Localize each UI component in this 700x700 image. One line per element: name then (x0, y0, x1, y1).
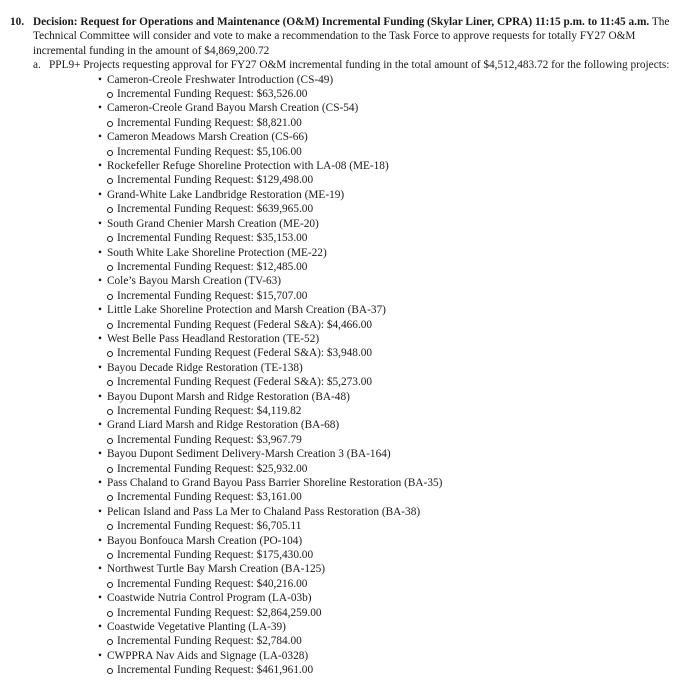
project-list-item (98, 591, 680, 620)
funding-request (107, 404, 680, 418)
project-list-item (98, 73, 680, 102)
project-list-item (98, 534, 680, 563)
funding-request (107, 663, 680, 677)
funding-request (107, 173, 680, 187)
hollow-bullet-icon (107, 178, 113, 184)
hollow-bullet-icon (107, 380, 113, 386)
project-list (33, 73, 680, 678)
project-list-item (98, 447, 680, 476)
hollow-bullet-icon (107, 323, 113, 329)
project-list-item (98, 390, 680, 419)
project-list-item (98, 217, 680, 246)
project-list-item (98, 418, 680, 447)
hollow-bullet-icon (107, 467, 113, 473)
project-list-item (98, 188, 680, 217)
project-name: • CWPPRA Nav Aids and Signage (LA-0328) (107, 649, 309, 662)
funding-request-text: Incremental Funding Request: $63,526.00 (117, 88, 308, 101)
project-list-item (98, 130, 680, 159)
funding-request (107, 519, 680, 533)
hollow-bullet-icon (107, 92, 113, 98)
project-name: • Pelican Island and Pass La Mer to Chaland Pass Restoration (BA-38) (107, 505, 421, 518)
funding-request (107, 346, 680, 360)
funding-request (107, 433, 680, 447)
project-name: • Bayou Decade Ridge Restoration (TE-138) (107, 361, 303, 374)
project-name: • Coastwide Nutria Control Program (LA-03b) (107, 592, 312, 605)
project-name: • Cameron-Creole Grand Bayou Marsh Creation (CS-54) (107, 102, 359, 115)
funding-request-text: Incremental Funding Request: $2,784.00 (117, 635, 302, 648)
hollow-bullet-icon (107, 495, 113, 501)
funding-request (107, 548, 680, 562)
funding-request-text: Incremental Funding Request: $4,119.82 (117, 404, 302, 417)
item-paragraph (33, 15, 680, 58)
project-list-item (98, 505, 680, 534)
funding-request-text: Incremental Funding Request (Federal S&A): $3,948.00 (117, 347, 373, 360)
project-name: • Bayou Dupont Marsh and Ridge Restoration (BA-48) (107, 390, 350, 403)
hollow-bullet-icon (107, 611, 113, 617)
funding-request (107, 490, 680, 504)
project-name: • Grand-White Lake Landbridge Restoration (ME-19) (107, 188, 345, 201)
funding-request-text: Incremental Funding Request: $5,106.00 (117, 145, 302, 158)
hollow-bullet-icon (107, 582, 113, 588)
hollow-bullet-icon (107, 668, 113, 674)
project-list-item (98, 159, 680, 188)
subitem-text: PPL9+ Projects requesting approval for FY27 O&M incremental funding in the total amount of $4,512,483.72 for the following projects: (49, 59, 670, 72)
subitem-a (33, 58, 680, 72)
project-list-item (98, 476, 680, 505)
funding-request-text: Incremental Funding Request: $12,485.00 (117, 260, 308, 273)
funding-request (107, 634, 680, 648)
project-name: • Cole’s Bayou Marsh Creation (TV-63) (107, 275, 282, 288)
funding-request-text: Incremental Funding Request: $129,498.00 (117, 174, 314, 187)
project-name: • Northwest Turtle Bay Marsh Creation (BA-125) (107, 563, 326, 576)
project-list-item (98, 620, 680, 649)
funding-request (107, 289, 680, 303)
funding-request (107, 375, 680, 389)
funding-request (107, 318, 680, 332)
project-name: • South Grand Chenier Marsh Creation (ME-20) (107, 217, 319, 230)
hollow-bullet-icon (107, 294, 113, 300)
funding-request-text: Incremental Funding Request: $3,967.79 (117, 433, 302, 446)
project-name: • Coastwide Vegetative Planting (LA-39) (107, 621, 286, 634)
funding-request-text: Incremental Funding Request: $15,707.00 (117, 289, 308, 302)
hollow-bullet-icon (107, 351, 113, 357)
project-name: • Rockefeller Refuge Shoreline Protection with LA-08 (ME-18) (107, 160, 389, 173)
project-name: • Bayou Bonfouca Marsh Creation (PO-104) (107, 534, 303, 547)
project-list-item (98, 332, 680, 361)
funding-request (107, 231, 680, 245)
project-name: • Little Lake Shoreline Protection and Marsh Creation (BA-37) (107, 304, 386, 317)
funding-request (107, 202, 680, 216)
funding-request (107, 87, 680, 101)
project-list-item (98, 246, 680, 275)
item-body (33, 15, 680, 678)
project-name: • West Belle Pass Headland Restoration (TE-52) (107, 332, 320, 345)
funding-request-text: Incremental Funding Request: $175,430.00 (117, 549, 314, 562)
agenda-item (10, 15, 680, 678)
project-name: • Grand Liard Marsh and Ridge Restoration (BA-68) (107, 419, 340, 432)
project-list-item (98, 303, 680, 332)
funding-request-text: Incremental Funding Request: $25,932.00 (117, 462, 308, 475)
hollow-bullet-icon (107, 409, 113, 415)
project-list-item (98, 361, 680, 390)
funding-request-text: Incremental Funding Request (Federal S&A): $5,273.00 (117, 376, 373, 389)
funding-request-text: Incremental Funding Request: $40,216.00 (117, 577, 308, 590)
funding-request-text: Incremental Funding Request: $639,965.00 (117, 203, 314, 216)
hollow-bullet-icon (107, 553, 113, 559)
funding-request-text: Incremental Funding Request: $6,705.11 (117, 520, 302, 533)
project-name: • South White Lake Shoreline Protection (ME-22) (107, 246, 327, 259)
funding-request (107, 260, 680, 274)
project-list-item (98, 649, 680, 678)
project-list-item (98, 274, 680, 303)
project-name: • Cameron Meadows Marsh Creation (CS-66) (107, 131, 308, 144)
project-list-item (98, 101, 680, 130)
project-name: • Bayou Dupont Sediment Delivery-Marsh Creation 3 (BA-164) (107, 448, 391, 461)
item-number: 10. (10, 16, 25, 28)
funding-request (107, 606, 680, 620)
funding-request (107, 116, 680, 130)
project-name: • Pass Chaland to Grand Bayou Pass Barrier Shoreline Restoration (BA-35) (107, 477, 443, 489)
hollow-bullet-icon (107, 150, 113, 156)
subitem-letter: a. (33, 59, 41, 72)
hollow-bullet-icon (107, 639, 113, 645)
project-list-item (98, 562, 680, 591)
hollow-bullet-icon (107, 524, 113, 530)
hollow-bullet-icon (107, 265, 113, 271)
funding-request-text: Incremental Funding Request: $8,821.00 (117, 116, 302, 129)
hollow-bullet-icon (107, 438, 113, 444)
funding-request-text: Incremental Funding Request (Federal S&A): $4,466.00 (117, 318, 373, 331)
item-intro: The Technical Committee will consider and vote to make a recommendation to the Task Force to approve requests for totally FY27 O&M incremental funding in the amount of $4,869,200.72 (33, 16, 670, 57)
hollow-bullet-icon (107, 236, 113, 242)
funding-request-text: Incremental Funding Request: $3,161.00 (117, 491, 302, 504)
project-name: • Cameron-Creole Freshwater Introduction (CS-49) (107, 73, 334, 86)
hollow-bullet-icon (107, 207, 113, 213)
funding-request (107, 462, 680, 476)
funding-request (107, 145, 680, 159)
item-title: Decision: Request for Operations and Maintenance (O&M) Incremental Funding (Skylar Liner, CPRA) 11:15 p.m. to 11:45 a.m. (33, 16, 650, 28)
hollow-bullet-icon (107, 121, 113, 127)
funding-request-text: Incremental Funding Request: $2,864,259.00 (117, 606, 322, 619)
funding-request (107, 577, 680, 591)
funding-request-text: Incremental Funding Request: $35,153.00 (117, 232, 308, 245)
funding-request-text: Incremental Funding Request: $461,961.00 (117, 664, 314, 677)
